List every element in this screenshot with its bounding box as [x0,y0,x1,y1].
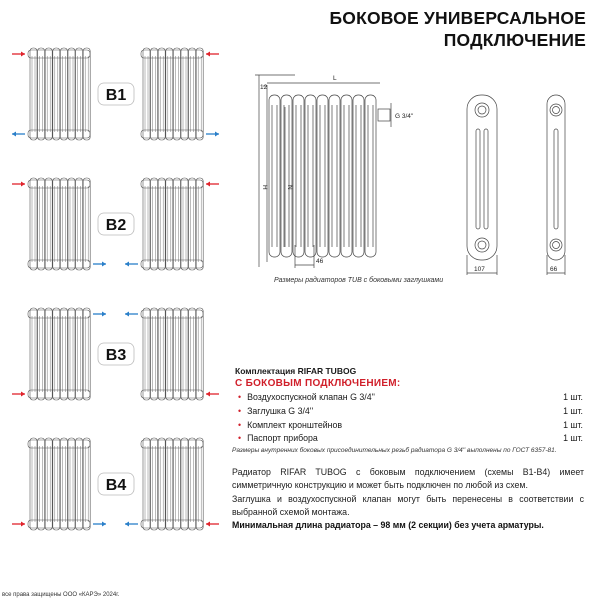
supply-arrow-icon [206,52,219,57]
dimension-drawing [255,75,595,275]
radiator-left [28,48,90,140]
radiator-left [28,308,90,400]
supply-arrow-icon [12,522,25,527]
scheme-label: B4 [105,477,127,494]
scheme-b3 [12,308,219,400]
bullet-icon: • [238,433,242,443]
scheme-b4 [12,438,219,530]
connection-schemes [0,0,230,560]
radiator-left [28,438,90,530]
scheme-label: B3 [105,347,127,364]
scheme-label: B1 [105,87,127,104]
return-arrow-icon [12,132,25,137]
kit-item [238,420,583,430]
bullet-icon: • [238,392,242,402]
dim-depth-side: 66 [550,266,558,273]
supply-arrow-icon [206,392,219,397]
supply-arrow-icon [206,182,219,187]
drawing-caption: Размеры радиаторов TUB с боковыми заглушками [274,277,444,284]
radiator-right [141,48,203,140]
supply-arrow-icon [12,52,25,57]
description-p3: Минимальная длина радиатора – 98 мм (2 секции) без учета арматуры. [232,520,544,531]
supply-arrow-icon [12,392,25,397]
kit-item-qty: 1 шт. [563,392,583,402]
radiator-right [141,438,203,530]
kit-item-name: Заглушка G 3/4'' [247,406,314,416]
kit-item [238,406,583,416]
kit-item-name: Комплект кронштейнов [247,420,343,430]
return-arrow-icon [125,312,138,317]
return-arrow-icon [206,132,219,137]
kit-item-name: Воздухоспускной клапан G 3/4'' [247,392,375,402]
kit-item [238,392,583,402]
radiator-right [141,308,203,400]
kit-item [238,433,583,443]
kit-item-name: Паспорт прибора [247,433,318,443]
supply-arrow-icon [206,522,219,527]
dim-thread: G 3/4'' [395,113,414,120]
scheme-b1 [12,48,219,140]
bullet-icon: • [238,420,242,430]
page-title-line1: БОКОВОЕ УНИВЕРСАЛЬНОЕ [329,8,586,28]
radiator-right [141,178,203,270]
radiator-left [28,178,90,270]
description-p2: Заглушка и воздухоспускной клапан могут быть перенесены в соответствии с выбранной схемой монтажа. [232,493,584,517]
scheme-b2 [12,178,219,270]
return-arrow-icon [93,312,106,317]
return-arrow-icon [93,262,106,267]
kit-item-qty: 1 шт. [563,420,583,430]
dim-height: H [261,185,268,190]
kit-subheading: С БОКОВЫМ ПОДКЛЮЧЕНИЕМ: [235,378,401,389]
kit-item-qty: 1 шт. [563,406,583,416]
return-arrow-icon [125,522,138,527]
page-title-line2: ПОДКЛЮЧЕНИЕ [443,30,586,50]
return-arrow-icon [93,522,106,527]
scheme-label: B2 [105,217,127,234]
supply-arrow-icon [12,182,25,187]
dim-pitch: 46 [316,258,324,265]
return-arrow-icon [125,262,138,267]
description-p1: Радиатор RIFAR TUBOG с боковым подключением (схемы B1-B4) имеет симметричную конструкцию и может быть подключен по любой из схем. [232,467,584,491]
bullet-icon: • [238,406,242,416]
copyright: все права защищены ООО «КАРЭ» 2024г. [2,592,120,598]
thread-note: Размеры внутренних боковых присоединительных резьб радиатора G 3/4'' выполнены по ГОСТ 6357-81. [232,447,557,454]
dim-axis: N [286,185,293,190]
dim-depth-front: 107 [474,266,485,273]
kit-heading: Комплектация RIFAR TUBOG [235,366,357,376]
dim-offset: 12 [260,84,268,91]
description [232,466,584,532]
kit-item-qty: 1 шт. [563,433,583,443]
dim-length: L [333,75,337,82]
